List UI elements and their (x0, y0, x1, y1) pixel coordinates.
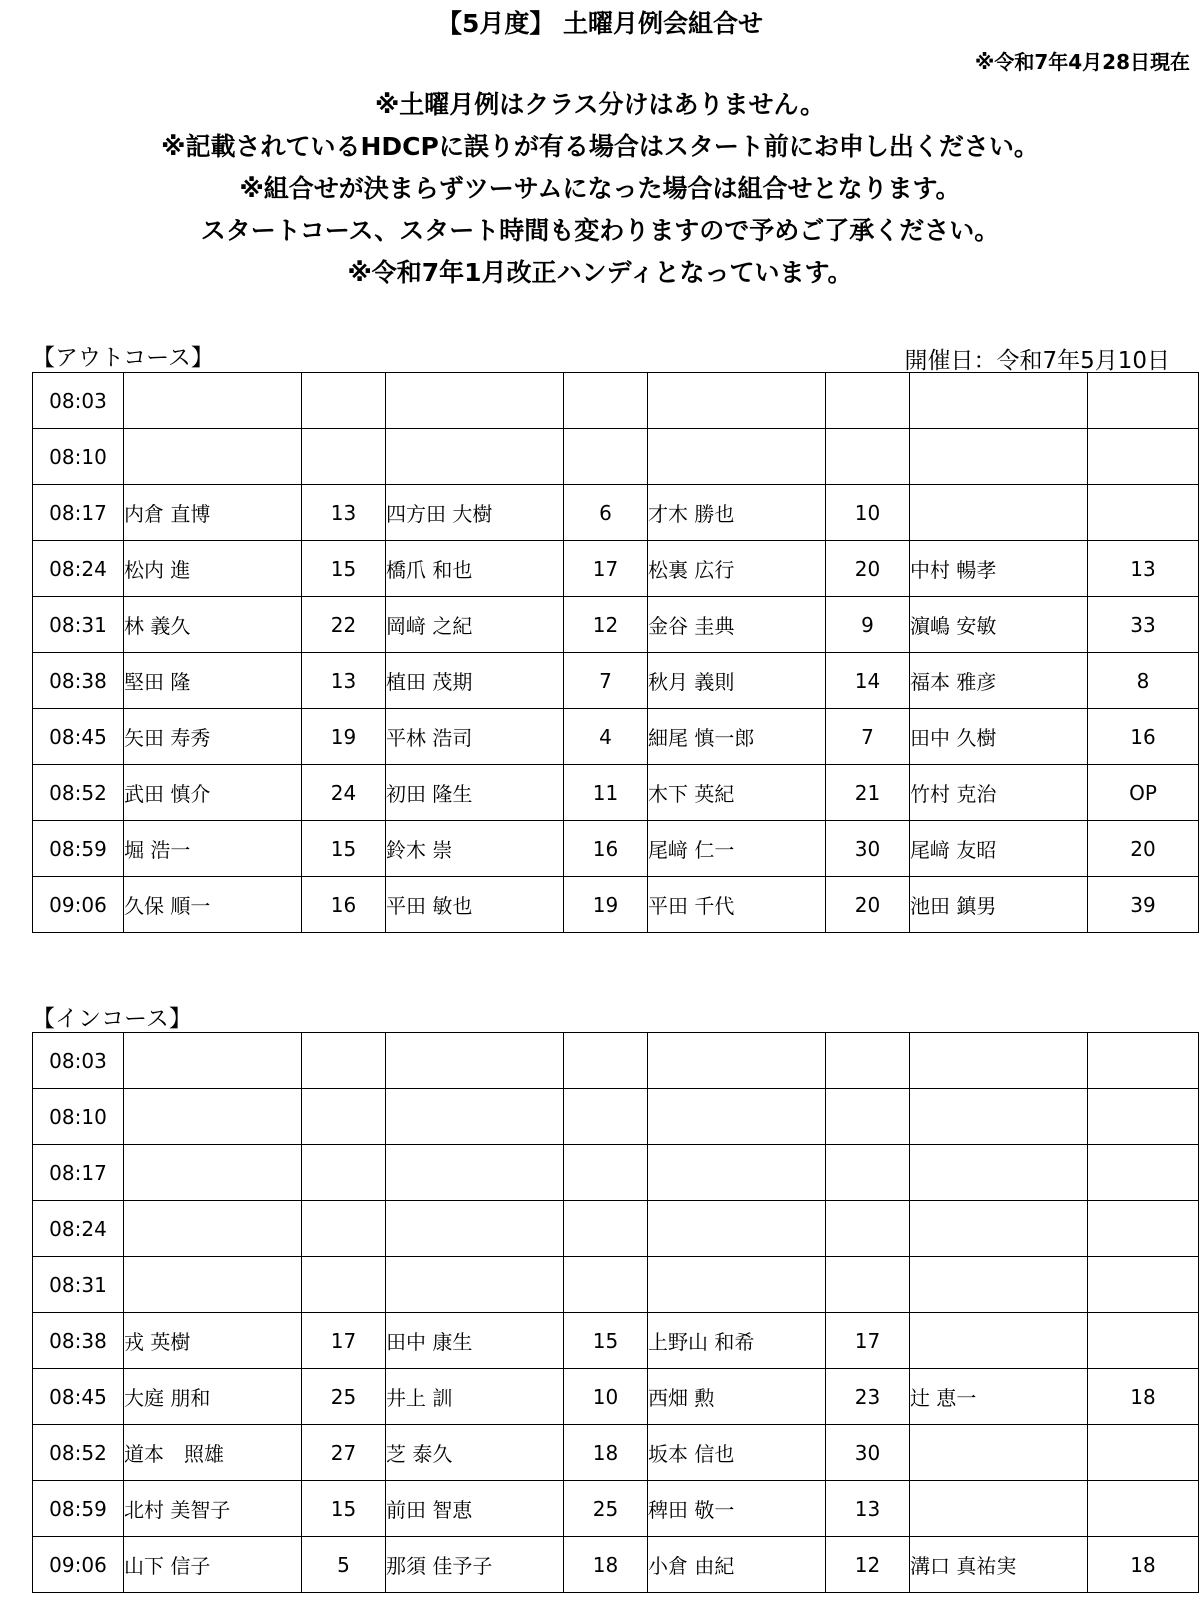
tee-time: 08:38 (33, 1313, 124, 1369)
player-hdcp (302, 1201, 386, 1257)
out-course-label: 【アウトコース】 (32, 345, 214, 371)
player-hdcp (1088, 1481, 1199, 1537)
player-hdcp: 17 (302, 1313, 386, 1369)
player-name: 久保 順一 (124, 877, 302, 933)
player-hdcp (564, 1201, 648, 1257)
page-title: 【5月度】 土曜月例会組合せ (436, 9, 764, 38)
player-hdcp: 13 (302, 485, 386, 541)
player-hdcp: 12 (826, 1537, 910, 1593)
player-hdcp: 11 (564, 765, 648, 821)
tee-time: 08:52 (33, 765, 124, 821)
player-hdcp (1088, 429, 1199, 485)
player-name: 秋月 義則 (648, 653, 826, 709)
player-hdcp (1088, 1257, 1199, 1313)
event-date: 開催日：令和7年5月10日 (904, 348, 1170, 374)
table-row (33, 1425, 1199, 1481)
player-hdcp: 21 (826, 765, 910, 821)
notice-line: ※組合せが決まらずツーサムになった場合は組合せとなります。 (239, 174, 961, 203)
player-name: 道本 照雄 (124, 1425, 302, 1481)
tee-time: 08:03 (33, 1033, 124, 1089)
player-name: 鈴木 崇 (386, 821, 564, 877)
player-name: 植田 茂期 (386, 653, 564, 709)
notice-line: スタートコース、スタート時間も変わりますので予めご了承ください。 (200, 216, 1000, 245)
player-hdcp: 15 (564, 1313, 648, 1369)
player-hdcp (826, 1089, 910, 1145)
player-name: 尾﨑 友昭 (910, 821, 1088, 877)
player-hdcp: 30 (826, 821, 910, 877)
player-hdcp (564, 1145, 648, 1201)
player-hdcp: 30 (826, 1425, 910, 1481)
player-name (386, 1201, 564, 1257)
player-hdcp: 23 (826, 1369, 910, 1425)
table-row (33, 541, 1199, 597)
player-hdcp: 18 (564, 1425, 648, 1481)
player-hdcp: 18 (1088, 1537, 1199, 1593)
player-name (124, 1089, 302, 1145)
player-hdcp: 13 (826, 1481, 910, 1537)
player-name (386, 429, 564, 485)
player-name: 小倉 由紀 (648, 1537, 826, 1593)
player-name: 松裏 広行 (648, 541, 826, 597)
player-hdcp: 19 (564, 877, 648, 933)
player-name: 稗田 敬一 (648, 1481, 826, 1537)
player-name: 福本 雅彦 (910, 653, 1088, 709)
table-row (33, 1481, 1199, 1537)
player-hdcp: 15 (302, 541, 386, 597)
player-hdcp (564, 373, 648, 429)
player-name (648, 1033, 826, 1089)
player-hdcp: 17 (564, 541, 648, 597)
player-hdcp (564, 429, 648, 485)
player-name: 木下 英紀 (648, 765, 826, 821)
player-name: 芝 泰久 (386, 1425, 564, 1481)
player-name: 北村 美智子 (124, 1481, 302, 1537)
player-name (910, 1033, 1088, 1089)
out-course-table (32, 372, 1199, 933)
notice-line: ※土曜月例はクラス分けはありません。 (374, 90, 826, 119)
table-row (33, 1033, 1199, 1089)
player-hdcp: 25 (564, 1481, 648, 1537)
player-hdcp: 6 (564, 485, 648, 541)
table-row (33, 1089, 1199, 1145)
table-row (33, 1369, 1199, 1425)
player-name: 戎 英樹 (124, 1313, 302, 1369)
player-hdcp (564, 1033, 648, 1089)
player-hdcp: 10 (564, 1369, 648, 1425)
player-hdcp: 16 (564, 821, 648, 877)
tee-time: 08:24 (33, 541, 124, 597)
player-hdcp (826, 1257, 910, 1313)
player-hdcp: 15 (302, 821, 386, 877)
player-name: 平林 浩司 (386, 709, 564, 765)
player-name (910, 1481, 1088, 1537)
player-hdcp (1088, 1201, 1199, 1257)
player-hdcp (1088, 1145, 1199, 1201)
player-hdcp (564, 1089, 648, 1145)
player-name: 溝口 真祐実 (910, 1537, 1088, 1593)
player-name: 西畑 勲 (648, 1369, 826, 1425)
table-row (33, 653, 1199, 709)
player-hdcp (1088, 373, 1199, 429)
tee-time: 08:59 (33, 1481, 124, 1537)
player-hdcp: 20 (826, 541, 910, 597)
player-name (648, 1257, 826, 1313)
notice-list (0, 84, 1200, 294)
player-hdcp: 18 (1088, 1369, 1199, 1425)
player-hdcp (826, 1145, 910, 1201)
player-hdcp: 19 (302, 709, 386, 765)
player-name (386, 1089, 564, 1145)
player-name: 山下 信子 (124, 1537, 302, 1593)
player-hdcp (826, 373, 910, 429)
player-name (124, 1201, 302, 1257)
table-row (33, 1537, 1199, 1593)
tee-time: 08:10 (33, 1089, 124, 1145)
player-name: 林 義久 (124, 597, 302, 653)
player-name (910, 373, 1088, 429)
player-name (124, 373, 302, 429)
player-hdcp (302, 373, 386, 429)
tee-time: 09:06 (33, 1537, 124, 1593)
player-name: 堀 浩一 (124, 821, 302, 877)
tee-time: 08:52 (33, 1425, 124, 1481)
tee-time: 08:03 (33, 373, 124, 429)
table-row (33, 429, 1199, 485)
tee-time: 08:59 (33, 821, 124, 877)
player-name: 大庭 朋和 (124, 1369, 302, 1425)
in-course-label: 【インコース】 (32, 1006, 192, 1032)
tee-time: 08:17 (33, 1145, 124, 1201)
player-hdcp: OP (1088, 765, 1199, 821)
table-row (33, 485, 1199, 541)
player-name (648, 1145, 826, 1201)
player-hdcp: 9 (826, 597, 910, 653)
player-name: 武田 慎介 (124, 765, 302, 821)
player-name: 中村 暢孝 (910, 541, 1088, 597)
player-hdcp: 14 (826, 653, 910, 709)
in-course-table (32, 1032, 1199, 1593)
player-name (648, 1201, 826, 1257)
tee-time: 08:17 (33, 485, 124, 541)
player-name (910, 1425, 1088, 1481)
player-name (124, 1033, 302, 1089)
table-row (33, 1145, 1199, 1201)
player-name (648, 429, 826, 485)
notice-line: ※令和7年1月改正ハンディとなっています。 (347, 258, 853, 287)
player-name (124, 1257, 302, 1313)
player-hdcp: 15 (302, 1481, 386, 1537)
player-name (910, 1257, 1088, 1313)
table-row (33, 709, 1199, 765)
player-hdcp (1088, 1089, 1199, 1145)
table-row (33, 1257, 1199, 1313)
player-name: 才木 勝也 (648, 485, 826, 541)
tee-time: 09:06 (33, 877, 124, 933)
player-name: 細尾 慎一郎 (648, 709, 826, 765)
player-name: 平田 敏也 (386, 877, 564, 933)
tee-time: 08:45 (33, 709, 124, 765)
player-hdcp (302, 1089, 386, 1145)
player-hdcp: 20 (1088, 821, 1199, 877)
tee-time: 08:24 (33, 1201, 124, 1257)
player-hdcp (302, 1257, 386, 1313)
table-row (33, 765, 1199, 821)
player-name: 池田 鎮男 (910, 877, 1088, 933)
player-hdcp (302, 1033, 386, 1089)
player-hdcp: 25 (302, 1369, 386, 1425)
player-name (386, 1033, 564, 1089)
tee-time: 08:10 (33, 429, 124, 485)
player-hdcp: 16 (1088, 709, 1199, 765)
player-hdcp: 27 (302, 1425, 386, 1481)
player-name: 前田 智恵 (386, 1481, 564, 1537)
tee-time: 08:31 (33, 1257, 124, 1313)
player-name: 田中 久樹 (910, 709, 1088, 765)
player-hdcp: 18 (564, 1537, 648, 1593)
player-name: 矢田 寿秀 (124, 709, 302, 765)
player-name: 那須 佳予子 (386, 1537, 564, 1593)
player-hdcp (1088, 485, 1199, 541)
player-name (910, 1201, 1088, 1257)
player-name (910, 1089, 1088, 1145)
player-hdcp (826, 1201, 910, 1257)
tee-time: 08:38 (33, 653, 124, 709)
player-name: 竹村 克治 (910, 765, 1088, 821)
table-row (33, 1313, 1199, 1369)
player-name (648, 1089, 826, 1145)
player-name: 尾﨑 仁一 (648, 821, 826, 877)
player-name: 橋爪 和也 (386, 541, 564, 597)
player-hdcp (564, 1257, 648, 1313)
player-name: 金谷 圭典 (648, 597, 826, 653)
player-name: 田中 康生 (386, 1313, 564, 1369)
player-hdcp: 16 (302, 877, 386, 933)
player-hdcp: 13 (1088, 541, 1199, 597)
player-name: 辻 恵一 (910, 1369, 1088, 1425)
player-name: 松内 進 (124, 541, 302, 597)
player-name (124, 429, 302, 485)
player-name (386, 373, 564, 429)
as-of-date: ※令和7年4月28日現在 (974, 50, 1190, 74)
player-hdcp: 7 (826, 709, 910, 765)
tee-time: 08:45 (33, 1369, 124, 1425)
player-name (910, 1145, 1088, 1201)
player-name: 濵嶋 安敏 (910, 597, 1088, 653)
player-name (910, 429, 1088, 485)
player-name: 坂本 信也 (648, 1425, 826, 1481)
player-hdcp: 12 (564, 597, 648, 653)
table-row (33, 877, 1199, 933)
player-name: 上野山 和希 (648, 1313, 826, 1369)
player-name: 岡﨑 之紀 (386, 597, 564, 653)
player-hdcp (1088, 1313, 1199, 1369)
player-name (386, 1257, 564, 1313)
player-hdcp: 39 (1088, 877, 1199, 933)
player-hdcp: 5 (302, 1537, 386, 1593)
table-row (33, 597, 1199, 653)
player-name (910, 1313, 1088, 1369)
tee-time: 08:31 (33, 597, 124, 653)
player-name: 平田 千代 (648, 877, 826, 933)
table-row (33, 821, 1199, 877)
player-hdcp (1088, 1033, 1199, 1089)
player-hdcp (302, 1145, 386, 1201)
player-hdcp (302, 429, 386, 485)
player-hdcp (826, 429, 910, 485)
player-hdcp: 4 (564, 709, 648, 765)
player-name: 初田 隆生 (386, 765, 564, 821)
player-hdcp: 17 (826, 1313, 910, 1369)
player-name: 井上 訓 (386, 1369, 564, 1425)
player-name: 内倉 直博 (124, 485, 302, 541)
player-name (910, 485, 1088, 541)
table-row (33, 373, 1199, 429)
player-hdcp: 33 (1088, 597, 1199, 653)
player-hdcp: 24 (302, 765, 386, 821)
player-hdcp: 20 (826, 877, 910, 933)
player-name (386, 1145, 564, 1201)
notice-line: ※記載されているHDCPに誤りが有る場合はスタート前にお申し出ください。 (161, 132, 1039, 161)
player-hdcp: 22 (302, 597, 386, 653)
player-name (648, 373, 826, 429)
player-hdcp: 8 (1088, 653, 1199, 709)
player-name (124, 1145, 302, 1201)
player-hdcp (1088, 1425, 1199, 1481)
player-hdcp: 7 (564, 653, 648, 709)
player-hdcp: 10 (826, 485, 910, 541)
player-name: 四方田 大樹 (386, 485, 564, 541)
player-name: 堅田 隆 (124, 653, 302, 709)
player-hdcp: 13 (302, 653, 386, 709)
player-hdcp (826, 1033, 910, 1089)
table-row (33, 1201, 1199, 1257)
